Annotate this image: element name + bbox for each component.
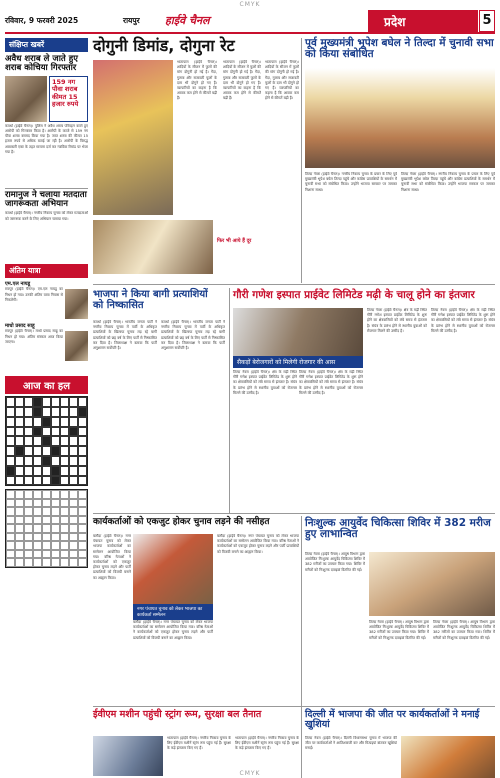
obituary-text: रायपुर (हाईवे चैनल)। माधो प्रसाद साहू का निधन हो गया। अंतिम संस्कार आज किया जाएगा।: [5, 329, 63, 344]
crossword-cell: [69, 476, 78, 486]
story7-text: भाटापारा (हाईवे चैनल)। नगरीय निकाय चुनाव के लिए ईवीएम मशीनें स्ट्रांग रूम पहुंच गई हैं। सुरक्षा के कड़े इंतजाम किए गए हैं।: [167, 736, 231, 751]
sudoku-cell: [60, 558, 69, 567]
obituary-name: माधो प्रसाद साहू: [5, 323, 35, 330]
crossword-cell: [42, 466, 51, 476]
sudoku-cell: [42, 550, 51, 559]
page-number: 5: [479, 10, 495, 32]
brief-story-text: कवर्धा (हाईवे चैनल)। पुलिस ने अवैध शराब परिवहन करते हुए आरोपी को गिरफ्तार किया है। आरोपी के कब्जे से 159 नग पौवा शराब बरामद किया गया है। जब्त शराब की कीमत 15 हजार रुपये से अधिक बताई जा रही है। आरोपी के विरुद्ध आबकारी एक्ट के तहत मामला दर्ज कर न्यायिक रिमांड पर भेजा गया है।: [5, 123, 88, 154]
sudoku-cell: [78, 558, 87, 567]
story2-photo: [305, 68, 495, 168]
section-divider: [93, 513, 495, 514]
sudoku-cell: [24, 533, 33, 542]
sudoku-cell: [69, 558, 78, 567]
crossword-cell: [78, 417, 87, 427]
crossword-cell: [33, 446, 42, 456]
crossword-cell: [6, 466, 15, 476]
sudoku-cell: [51, 533, 60, 542]
crossword-cell: [33, 417, 42, 427]
crossword-cell: [15, 407, 24, 417]
story1-text: भाटापारा (हाईवे चैनल)। शादियों के सीजन में फूलों की मांग दोगुनी हो गई है। गेंदा, गुलाब और सजावटी फूलों के दाम भी दोगुने हो गए हैं। व्यापारियों का कहना है कि आवक कम होने से कीमतें बढ़ी हैं।: [265, 60, 299, 101]
story6-headline: निःशुल्क आयुर्वेद चिकित्सा शिविर में 382 मरीज हुए लाभान्वित: [305, 517, 491, 541]
brief-story-photo: [5, 76, 47, 122]
crossword-cell: [78, 466, 87, 476]
sudoku-cell: [60, 507, 69, 516]
puzzle-title: आज का हल: [5, 376, 88, 394]
sudoku-cell: [33, 558, 42, 567]
crossword-cell: [15, 417, 24, 427]
column-divider: [229, 288, 230, 513]
crossword-cell: [60, 407, 69, 417]
sudoku-cell: [6, 541, 15, 550]
sudoku-cell: [6, 490, 15, 499]
crossword-grid: [5, 396, 88, 486]
sudoku-cell: [69, 490, 78, 499]
crossword-cell: [42, 436, 51, 446]
sudoku-cell: [60, 533, 69, 542]
story5-photo: [133, 534, 213, 604]
sudoku-cell: [15, 490, 24, 499]
sudoku-cell: [60, 524, 69, 533]
crossword-cell: [69, 397, 78, 407]
story6-photo: [369, 552, 495, 616]
voter-awareness-text: कवर्धा (हाईवे चैनल)। नगरीय निकाय चुनाव को लेकर मतदाताओं को जागरूक करने के लिए अभियान चलाया गया।: [5, 211, 88, 221]
crossword-cell: [24, 466, 33, 476]
sudoku-cell: [33, 550, 42, 559]
sudoku-cell: [33, 507, 42, 516]
crossword-cell: [42, 456, 51, 466]
obituary-photo: [65, 331, 88, 361]
crossword-cell: [60, 446, 69, 456]
crossword-cell: [24, 436, 33, 446]
crossword-cell: [42, 476, 51, 486]
story5-text: बलौदा (हाईवे चैनल)। नगर पंचायत चुनाव को लेकर भाजपा कार्यकर्ताओं का सम्मेलन आयोजित किया गया। वरिष्ठ नेताओं ने कार्यकर्ताओं को एकजुट होकर चुनाव लड़ने और पार्टी प्रत्याशियों को विजयी बनाने का आह्वान किया।: [93, 534, 131, 580]
crossword-cell: [42, 397, 51, 407]
sudoku-cell: [42, 524, 51, 533]
sudoku-cell: [15, 524, 24, 533]
section-divider: [93, 284, 495, 285]
crossword-cell: [6, 407, 15, 417]
column-divider: [301, 516, 302, 778]
story4-headline: गौरी गणेश इस्पात प्राईवेट लिमिटेड मढ़ी के चालू होने का इंतजार: [233, 289, 475, 301]
sudoku-cell: [42, 541, 51, 550]
story4-text: तिल्दा नेवरा (हाईवे चैनल)। क्षेत्र के मढ़ी स्थित गौरी गणेश इस्पात प्राईवेट लिमिटेड के शुरू होने का क्षेत्रवासियों को लंबे समय से इंतजार है। संयंत्र के प्रारंभ होने से स्थानीय युवाओं को रोजगार मिलने की उम्मीद है।: [431, 308, 495, 333]
sudoku-cell: [6, 507, 15, 516]
sudoku-cell: [24, 550, 33, 559]
crossword-cell: [15, 436, 24, 446]
crossword-cell: [6, 476, 15, 486]
column-divider: [301, 38, 302, 283]
story1-text: भाटापारा (हाईवे चैनल)। शादियों के सीजन में फूलों की मांग दोगुनी हो गई है। गेंदा, गुलाब और सजावटी फूलों के दाम भी दोगुने हो गए हैं। व्यापारियों का कहना है कि आवक कम होने से कीमतें बढ़ी हैं।: [223, 60, 261, 101]
sudoku-cell: [33, 524, 42, 533]
sudoku-cell: [69, 516, 78, 525]
story5-text: बलौदा (हाईवे चैनल)। नगर पंचायत चुनाव को लेकर भाजपा कार्यकर्ताओं का सम्मेलन आयोजित किया गया। वरिष्ठ नेताओं ने कार्यकर्ताओं को एकजुट होकर चुनाव लड़ने और पार्टी प्रत्याशियों को विजयी बनाने का आह्वान किया।: [217, 534, 299, 554]
sudoku-cell: [24, 541, 33, 550]
sudoku-cell: [60, 550, 69, 559]
crossword-cell: [60, 427, 69, 437]
story8-headline: दिल्ली में भाजपा की जीत पर कार्यकर्ताओं ने मनाई खुशियां: [305, 709, 480, 730]
sudoku-grid: [5, 489, 88, 568]
sudoku-cell: [24, 524, 33, 533]
crossword-cell: [51, 466, 60, 476]
crossword-cell: [15, 456, 24, 466]
sudoku-cell: [51, 507, 60, 516]
crossword-cell: [24, 417, 33, 427]
crossword-cell: [6, 446, 15, 456]
crossword-cell: [51, 427, 60, 437]
story1-caption: फिर भी आये हैं दूर: [217, 238, 252, 244]
obituary-name: एम.एल नायडू: [5, 281, 31, 288]
crossword-cell: [78, 476, 87, 486]
sudoku-cell: [69, 533, 78, 542]
obituary-photo: [65, 289, 88, 319]
sudoku-cell: [42, 507, 51, 516]
crossword-cell: [15, 446, 24, 456]
story2-headline: पूर्व मुख्यमंत्री भूपेश बघेल ने तिल्दा में चुनावी सभा को किया संबोधित: [305, 37, 494, 61]
obituary-label: अंतिम यात्रा: [5, 264, 88, 278]
story7-headline: ईवीएम मशीन पहुंची स्ट्रांग रूम, सुरक्षा बल तैनात: [93, 709, 262, 720]
issue-date: रविवार, 9 फरवरी 2025: [5, 16, 79, 25]
crossword-cell: [69, 456, 78, 466]
sudoku-cell: [51, 499, 60, 508]
crossword-cell: [51, 417, 60, 427]
sudoku-cell: [42, 499, 51, 508]
sudoku-cell: [24, 490, 33, 499]
sudoku-cell: [15, 516, 24, 525]
crossword-cell: [51, 407, 60, 417]
crossword-cell: [60, 397, 69, 407]
crossword-cell: [78, 397, 87, 407]
crossword-cell: [78, 456, 87, 466]
crossword-cell: [69, 446, 78, 456]
print-mark-bottom: CMYK: [239, 770, 261, 777]
crossword-cell: [69, 466, 78, 476]
sudoku-cell: [78, 550, 87, 559]
sudoku-cell: [60, 516, 69, 525]
sudoku-cell: [78, 524, 87, 533]
obituary-text: रायपुर (हाईवे चैनल)। एम.एल नायडू का निधन हो गया। उनकी अंतिम यात्रा निवास से निकलेगी।: [5, 287, 63, 302]
sudoku-cell: [24, 558, 33, 567]
sudoku-cell: [78, 499, 87, 508]
sudoku-cell: [69, 550, 78, 559]
crossword-cell: [15, 466, 24, 476]
sudoku-cell: [69, 507, 78, 516]
crossword-cell: [33, 456, 42, 466]
story4-text: तिल्दा नेवरा (हाईवे चैनल)। क्षेत्र के मढ़ी स्थित गौरी गणेश इस्पात प्राईवेट लिमिटेड के शुरू होने का क्षेत्रवासियों को लंबे समय से इंतजार है। संयंत्र के प्रारंभ होने से स्थानीय युवाओं को रोजगार मिलने की उम्मीद है।: [233, 370, 297, 395]
crossword-cell: [24, 446, 33, 456]
sudoku-cell: [24, 516, 33, 525]
story4-text: तिल्दा नेवरा (हाईवे चैनल)। क्षेत्र के मढ़ी स्थित गौरी गणेश इस्पात प्राईवेट लिमिटेड के शुरू होने का क्षेत्रवासियों को लंबे समय से इंतजार है। संयंत्र के प्रारंभ होने से स्थानीय युवाओं को रोजगार मिलने की उम्मीद है।: [367, 308, 427, 333]
crossword-cell: [51, 436, 60, 446]
crossword-cell: [69, 407, 78, 417]
crossword-cell: [69, 427, 78, 437]
story2-text: तिल्दा नेवरा (हाईवे चैनल)। नगरीय निकाय चुनाव के प्रचार के लिए पूर्व मुख्यमंत्री भूपेश बघेल तिल्दा पहुंचे और कांग्रेस प्रत्याशियों के समर्थन में चुनावी सभा को संबोधित किया। उन्होंने भाजपा सरकार पर जमकर निशाना साधा।: [305, 172, 397, 192]
story5-headline: कार्यकर्ताओं को एकजुट होकर चुनाव लड़ने की नसीहत: [93, 517, 270, 527]
sudoku-cell: [33, 541, 42, 550]
sudoku-cell: [15, 499, 24, 508]
crossword-cell: [69, 436, 78, 446]
section-title: प्रदेश: [368, 10, 478, 32]
sudoku-cell: [51, 550, 60, 559]
crossword-cell: [51, 397, 60, 407]
story7-text: भाटापारा (हाईवे चैनल)। नगरीय निकाय चुनाव के लिए ईवीएम मशीनें स्ट्रांग रूम पहुंच गई हैं। सुरक्षा के कड़े इंतजाम किए गए हैं।: [235, 736, 299, 751]
sudoku-cell: [51, 516, 60, 525]
crossword-cell: [24, 476, 33, 486]
story4-caption: सैकड़ों बेरोजगारों को मिलेगी रोजगार की आस: [233, 356, 363, 368]
crossword-cell: [6, 456, 15, 466]
sudoku-cell: [51, 524, 60, 533]
crossword-cell: [78, 436, 87, 446]
crossword-cell: [60, 417, 69, 427]
crossword-cell: [33, 407, 42, 417]
crossword-cell: [33, 427, 42, 437]
sudoku-cell: [33, 516, 42, 525]
story4-photo: [233, 308, 363, 356]
sudoku-cell: [42, 533, 51, 542]
sudoku-cell: [60, 499, 69, 508]
crossword-cell: [24, 456, 33, 466]
story6-text: तिल्दा नेवरा (हाईवे चैनल)। आयुष विभाग द्वारा आयोजित निःशुल्क आयुर्वेद चिकित्सा शिविर में 382 मरीजों का उपचार किया गया। शिविर में मरीजों को निःशुल्क दवाइयां वितरित की गईं।: [433, 620, 495, 640]
crossword-cell: [24, 407, 33, 417]
crossword-cell: [33, 397, 42, 407]
edition-city: रायपुर: [123, 16, 140, 25]
sudoku-cell: [51, 558, 60, 567]
crossword-cell: [60, 436, 69, 446]
crossword-cell: [78, 427, 87, 437]
story3-text: कवर्धा (हाईवे चैनल)। भारतीय जनता पार्टी ने नगरीय निकाय चुनाव में पार्टी के अधिकृत प्रत्याशियों के खिलाफ चुनाव लड़ रहे बागी प्रत्याशियों को छह वर्ष के लिए पार्टी से निष्कासित कर दिया है। जिलाध्यक्ष ने बताया कि पार्टी अनुशासन सर्वोपरि है।: [93, 320, 157, 351]
crossword-cell: [60, 476, 69, 486]
crossword-cell: [51, 476, 60, 486]
crossword-cell: [6, 397, 15, 407]
crossword-cell: [51, 446, 60, 456]
sudoku-cell: [24, 507, 33, 516]
story6-text: तिल्दा नेवरा (हाईवे चैनल)। आयुष विभाग द्वारा आयोजित निःशुल्क आयुर्वेद चिकित्सा शिविर में 382 मरीजों का उपचार किया गया। शिविर में मरीजों को निःशुल्क दवाइयां वितरित की गईं।: [369, 620, 429, 640]
sudoku-cell: [33, 490, 42, 499]
crossword-cell: [15, 397, 24, 407]
sudoku-cell: [78, 541, 87, 550]
left-column: [5, 38, 88, 568]
sudoku-cell: [33, 533, 42, 542]
story1-text: भाटापारा (हाईवे चैनल)। शादियों के सीजन में फूलों की मांग दोगुनी हो गई है। गेंदा, गुलाब और सजावटी फूलों के दाम भी दोगुने हो गए हैं। व्यापारियों का कहना है कि आवक कम होने से कीमतें बढ़ी हैं।: [177, 60, 217, 101]
story3-text: कवर्धा (हाईवे चैनल)। भारतीय जनता पार्टी ने नगरीय निकाय चुनाव में पार्टी के अधिकृत प्रत्याशियों के खिलाफ चुनाव लड़ रहे बागी प्रत्याशियों को छह वर्ष के लिए पार्टी से निष्कासित कर दिया है। जिलाध्यक्ष ने बताया कि पार्टी अनुशासन सर्वोपरि है।: [161, 320, 225, 351]
voter-awareness-headline: रामानुज ने चलाया मतदाता जागरूकता अभियान: [5, 189, 87, 210]
crossword-cell: [42, 446, 51, 456]
story2-text: तिल्दा नेवरा (हाईवे चैनल)। नगरीय निकाय चुनाव के प्रचार के लिए पूर्व मुख्यमंत्री भूपेश बघेल तिल्दा पहुंचे और कांग्रेस प्रत्याशियों के समर्थन में चुनावी सभा को संबोधित किया। उन्होंने भाजपा सरकार पर जमकर निशाना साधा।: [401, 172, 495, 192]
crossword-cell: [42, 407, 51, 417]
crossword-cell: [15, 427, 24, 437]
story8-text: तिल्दा नेवरा (हाईवे चैनल)। दिल्ली विधानसभा चुनाव में भाजपा की जीत पर कार्यकर्ताओं ने आतिशबाजी कर और मिठाइयां बांटकर खुशियां मनाईं।: [305, 736, 397, 751]
sudoku-cell: [78, 533, 87, 542]
crossword-cell: [6, 436, 15, 446]
story1-photo: [93, 60, 173, 215]
newspaper-brand: हाईवे चैनल: [165, 14, 210, 27]
masthead: [5, 10, 495, 34]
sudoku-cell: [69, 541, 78, 550]
story5-text: बलौदा (हाईवे चैनल)। नगर पंचायत चुनाव को लेकर भाजपा कार्यकर्ताओं का सम्मेलन आयोजित किया गया। वरिष्ठ नेताओं ने कार्यकर्ताओं को एकजुट होकर चुनाव लड़ने और पार्टी प्रत्याशियों को विजयी बनाने का आह्वान किया।: [133, 620, 213, 640]
crossword-cell: [33, 436, 42, 446]
sudoku-cell: [15, 533, 24, 542]
sudoku-cell: [6, 550, 15, 559]
story4-text: तिल्दा नेवरा (हाईवे चैनल)। क्षेत्र के मढ़ी स्थित गौरी गणेश इस्पात प्राईवेट लिमिटेड के शुरू होने का क्षेत्रवासियों को लंबे समय से इंतजार है। संयंत्र के प्रारंभ होने से स्थानीय युवाओं को रोजगार मिलने की उम्मीद है।: [299, 370, 363, 395]
sudoku-cell: [78, 516, 87, 525]
crossword-cell: [42, 427, 51, 437]
sudoku-cell: [60, 490, 69, 499]
crossword-cell: [15, 476, 24, 486]
sudoku-cell: [15, 507, 24, 516]
sudoku-cell: [6, 516, 15, 525]
brief-news-label: संक्षिप्त खबरें: [5, 38, 88, 52]
sudoku-cell: [69, 499, 78, 508]
crossword-cell: [6, 427, 15, 437]
sudoku-cell: [6, 558, 15, 567]
sudoku-cell: [69, 524, 78, 533]
sudoku-cell: [51, 490, 60, 499]
crossword-cell: [33, 466, 42, 476]
crossword-cell: [6, 417, 15, 427]
sudoku-cell: [78, 490, 87, 499]
story1-headline: दोगुनी डिमांड, दोगुना रेट: [93, 36, 235, 55]
brief-story-highlight: 159 नग पौवा शराब कीमत 15 हजार रुपये: [49, 76, 88, 122]
sudoku-cell: [6, 533, 15, 542]
crossword-cell: [60, 466, 69, 476]
crossword-cell: [33, 476, 42, 486]
sudoku-cell: [51, 541, 60, 550]
brief-story-headline: अवैध शराब ले जाते हुए शराब कोचिया गिरफ्तार: [5, 54, 78, 74]
sudoku-cell: [60, 541, 69, 550]
crossword-cell: [24, 397, 33, 407]
crossword-cell: [78, 446, 87, 456]
sudoku-cell: [15, 541, 24, 550]
sudoku-cell: [42, 558, 51, 567]
sudoku-cell: [33, 499, 42, 508]
sudoku-cell: [42, 490, 51, 499]
crossword-cell: [42, 417, 51, 427]
story3-headline: भाजपा ने किया बागी प्रत्याशियों को निष्कासित: [93, 289, 208, 311]
section-divider: [93, 706, 495, 707]
crossword-cell: [51, 456, 60, 466]
story5-caption: नगर पंचायत चुनाव को लेकर भाजपा का कार्यकर्ता सम्मेलन: [133, 604, 213, 620]
sudoku-cell: [6, 499, 15, 508]
sudoku-cell: [78, 507, 87, 516]
print-mark-top: CMYK: [239, 1, 261, 8]
sudoku-cell: [15, 550, 24, 559]
crossword-cell: [60, 456, 69, 466]
story1-photo-second: [93, 220, 213, 274]
crossword-cell: [78, 407, 87, 417]
sudoku-cell: [15, 558, 24, 567]
story6-text: तिल्दा नेवरा (हाईवे चैनल)। आयुष विभाग द्वारा आयोजित निःशुल्क आयुर्वेद चिकित्सा शिविर में 382 मरीजों का उपचार किया गया। शिविर में मरीजों को निःशुल्क दवाइयां वितरित की गईं।: [305, 552, 365, 572]
sudoku-cell: [24, 499, 33, 508]
crossword-cell: [69, 417, 78, 427]
crossword-cell: [24, 427, 33, 437]
sudoku-cell: [42, 516, 51, 525]
sudoku-cell: [6, 524, 15, 533]
